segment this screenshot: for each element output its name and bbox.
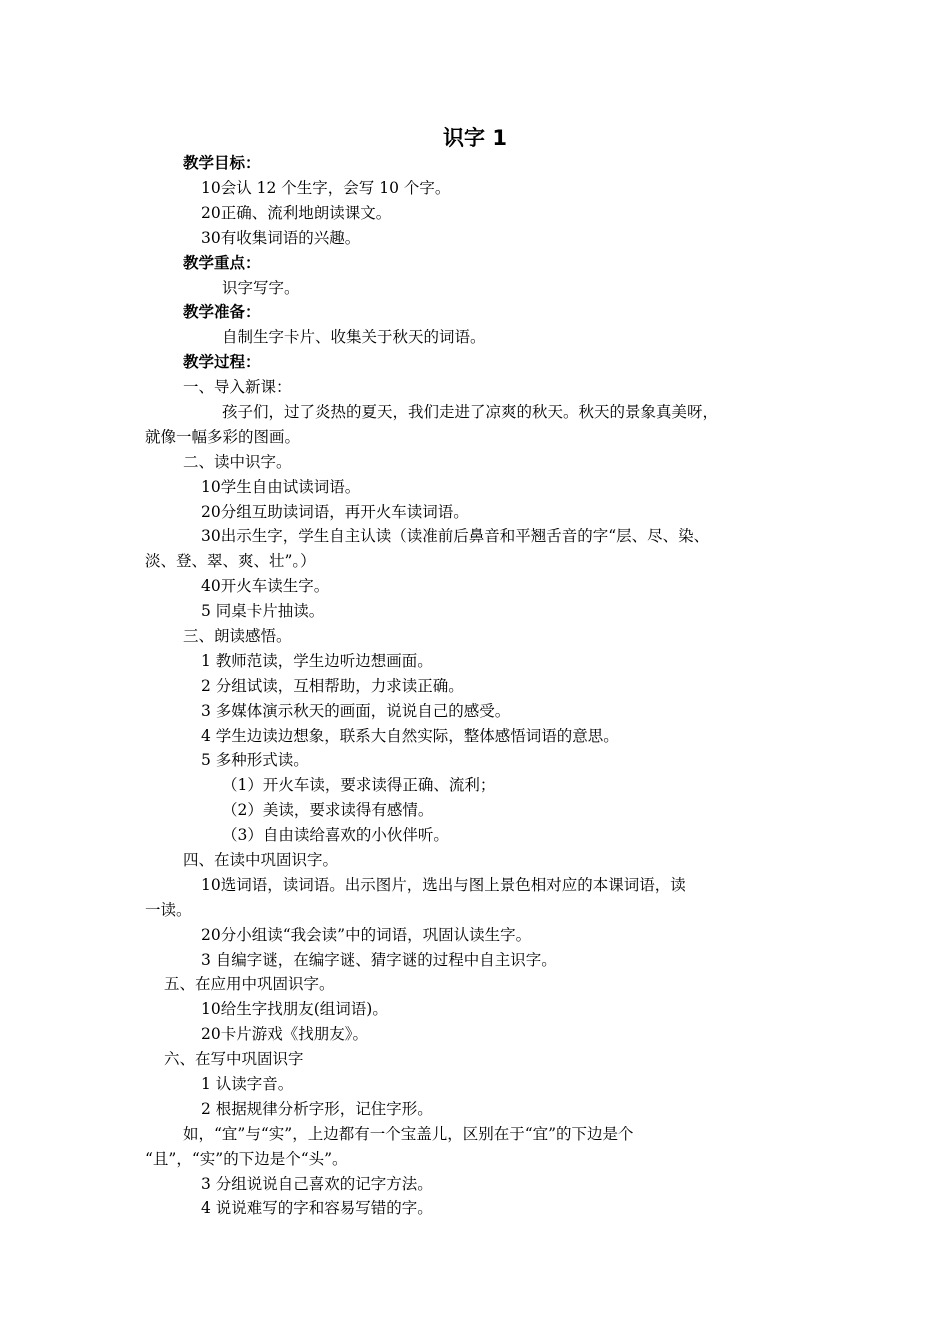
sub-list-item: （2）美读，要求读得有感情。 bbox=[222, 801, 434, 819]
list-item: 3 自编字谜，在编字谜、猜字谜的过程中自主识字。 bbox=[201, 951, 557, 969]
list-item: 10给生字找朋友(组词语)。 bbox=[201, 1000, 388, 1018]
goal-item: 30有收集词语的兴趣。 bbox=[201, 229, 361, 247]
list-item: 40开火车读生字。 bbox=[201, 577, 330, 595]
list-item: 4 说说难写的字和容易写错的字。 bbox=[201, 1199, 433, 1217]
section-title: 四、在读中巩固识字。 bbox=[183, 851, 339, 869]
key-points-heading: 教学重点： bbox=[183, 254, 261, 272]
goals-heading: 教学目标： bbox=[183, 154, 261, 172]
list-item: 5 同桌卡片抽读。 bbox=[201, 602, 325, 620]
paragraph-line: 就像一幅多彩的图画。 bbox=[145, 428, 301, 446]
sub-list-item: （1）开火车读，要求读得正确、流利； bbox=[222, 776, 496, 794]
list-item: 4 学生边读边想象，联系大自然实际，整体感悟词语的意思。 bbox=[201, 727, 619, 745]
list-item: 3 分组说说自己喜欢的记字方法。 bbox=[201, 1175, 433, 1193]
section-title: 一、导入新课： bbox=[183, 378, 292, 396]
list-item: 2 根据规律分析字形，记住字形。 bbox=[201, 1100, 433, 1118]
section-title: 三、朗读感悟。 bbox=[183, 627, 292, 645]
example-line: 如，“宜”与“实”，上边都有一个宝盖儿，区别在于“宜”的下边是个 bbox=[183, 1125, 634, 1143]
list-item: 20卡片游戏《找朋友》。 bbox=[201, 1025, 368, 1043]
preparation-heading: 教学准备： bbox=[183, 303, 261, 321]
list-item: 10选词语，读词语。出示图片，选出与图上景色相对应的本课词语，读 bbox=[201, 876, 686, 894]
example-line: “且”，“实”的下边是个“头”。 bbox=[145, 1150, 348, 1168]
section-title: 二、读中识字。 bbox=[183, 453, 292, 471]
list-item: 30出示生字，学生自主认读（读准前后鼻音和平翘舌音的字“层、尽、染、 bbox=[201, 527, 710, 545]
list-item-continuation: 一读。 bbox=[145, 901, 192, 919]
list-item: 1 教师范读，学生边听边想画面。 bbox=[201, 652, 433, 670]
list-item: 3 多媒体演示秋天的画面，说说自己的感受。 bbox=[201, 702, 511, 720]
process-heading: 教学过程： bbox=[183, 353, 261, 371]
paragraph-line: 孩子们，过了炎热的夏天，我们走进了凉爽的秋天。秋天的景象真美呀， bbox=[222, 403, 719, 421]
list-item: 20分组互助读词语，再开火车读词语。 bbox=[201, 503, 469, 521]
section-title: 六、在写中巩固识字 bbox=[164, 1050, 304, 1068]
list-item: 20分小组读“我会读”中的词语，巩固认读生字。 bbox=[201, 926, 532, 944]
goal-item: 20正确、流利地朗读课文。 bbox=[201, 204, 392, 222]
page-title: 识字 1 bbox=[443, 126, 507, 150]
key-points-text: 识字写字。 bbox=[222, 279, 300, 297]
list-item: 10学生自由试读词语。 bbox=[201, 478, 361, 496]
goal-item: 10会认 12 个生字，会写 10 个字。 bbox=[201, 179, 451, 197]
list-item: 1 认读字音。 bbox=[201, 1075, 294, 1093]
list-item-continuation: 淡、登、翠、爽、壮”。） bbox=[145, 552, 316, 570]
list-item: 2 分组试读，互相帮助，力求读正确。 bbox=[201, 677, 464, 695]
sub-list-item: （3）自由读给喜欢的小伙伴听。 bbox=[222, 826, 449, 844]
section-title: 五、在应用中巩固识字。 bbox=[164, 975, 335, 993]
preparation-text: 自制生字卡片、收集关于秋天的词语。 bbox=[222, 328, 486, 346]
list-item: 5 多种形式读。 bbox=[201, 751, 309, 769]
